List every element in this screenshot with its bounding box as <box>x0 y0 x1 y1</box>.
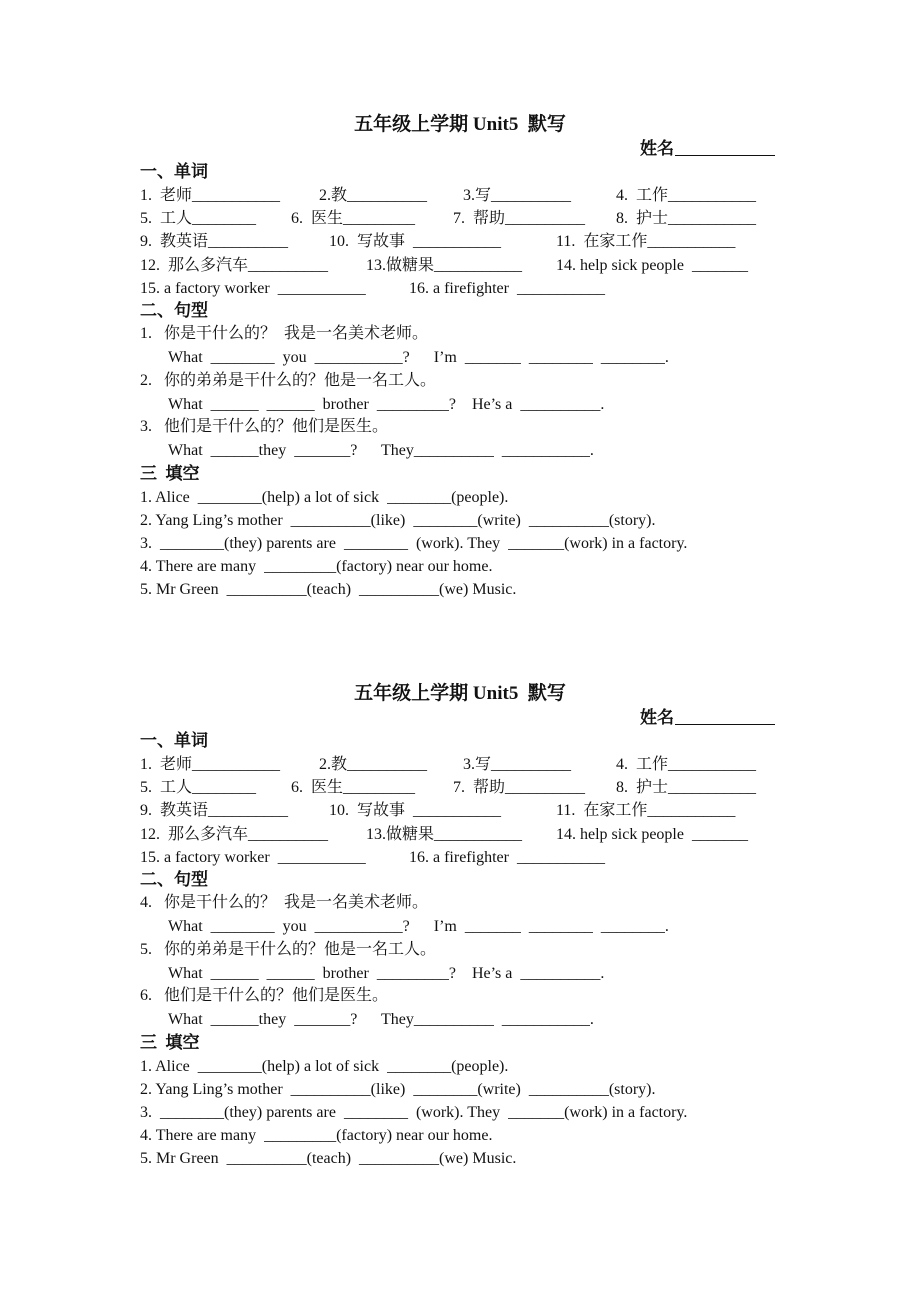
fill-item[interactable]: 3. ________(they) parents are ________ (work). They _______(work) in a factory. <box>140 535 688 552</box>
section-vocab-heading: 一、单词 <box>140 162 208 181</box>
sentence-prompt: 6. 他们是干什么的？他们是医生。 <box>140 987 389 1004</box>
sentence-answer[interactable]: What ______ ______ brother _________? He’s a __________. <box>168 965 605 982</box>
fill-item[interactable]: 5. Mr Green __________(teach) __________(we) Music. <box>140 1150 517 1167</box>
vocab-item[interactable]: 1. 老师___________ <box>140 756 281 773</box>
section-sentence-heading: 二、句型 <box>140 870 208 889</box>
vocab-item[interactable]: 8. 护士___________ <box>616 210 757 227</box>
sentence-prompt: 4. 你是干什么的？ 我是一名美术老师。 <box>140 894 429 911</box>
vocab-item[interactable]: 6. 医生_________ <box>291 779 416 796</box>
section-sentence-heading: 二、句型 <box>140 301 208 320</box>
vocab-item[interactable]: 5. 工人________ <box>140 210 257 227</box>
name-label: 姓名 <box>640 139 674 158</box>
vocab-item[interactable]: 15. a factory worker ___________ <box>140 849 366 866</box>
vocab-item[interactable]: 12. 那么多汽车__________ <box>140 826 329 843</box>
vocab-item[interactable]: 14. help sick people _______ <box>556 826 748 843</box>
vocab-item[interactable]: 2.教__________ <box>319 756 428 773</box>
vocab-item[interactable]: 10. 写故事 ___________ <box>329 802 502 819</box>
fill-item[interactable]: 2. Yang Ling’s mother __________(like) ________(write) __________(story). <box>140 512 656 529</box>
vocab-item[interactable]: 7. 帮助__________ <box>453 779 586 796</box>
vocab-item[interactable]: 11. 在家工作___________ <box>556 233 736 250</box>
vocab-item[interactable]: 3.写__________ <box>463 756 572 773</box>
vocab-item[interactable]: 1. 老师___________ <box>140 187 281 204</box>
section-fill-heading: 三 填空 <box>140 1033 200 1052</box>
fill-item[interactable]: 1. Alice ________(help) a lot of sick ________(people). <box>140 489 509 506</box>
vocab-item[interactable]: 14. help sick people _______ <box>556 257 748 274</box>
fill-item[interactable]: 2. Yang Ling’s mother __________(like) ________(write) __________(story). <box>140 1081 656 1098</box>
vocab-item[interactable]: 3.写__________ <box>463 187 572 204</box>
fill-item[interactable]: 4. There are many _________(factory) near our home. <box>140 558 493 575</box>
vocab-item[interactable]: 5. 工人________ <box>140 779 257 796</box>
name-label: 姓名 <box>640 708 674 727</box>
vocab-item[interactable]: 11. 在家工作___________ <box>556 802 736 819</box>
sentence-answer[interactable]: What ________ you ___________? I’m _______ ________ ________. <box>168 918 669 935</box>
vocab-item[interactable]: 10. 写故事 ___________ <box>329 233 502 250</box>
name-field[interactable] <box>640 708 775 728</box>
vocab-item[interactable]: 16. a firefighter ___________ <box>409 849 605 866</box>
sentence-answer[interactable]: What ______they _______? They__________ ___________. <box>168 442 594 459</box>
vocab-item[interactable]: 16. a firefighter ___________ <box>409 280 605 297</box>
name-blank[interactable] <box>675 139 775 156</box>
vocab-item[interactable]: 2.教__________ <box>319 187 428 204</box>
fill-item[interactable]: 5. Mr Green __________(teach) __________(we) Music. <box>140 581 517 598</box>
fill-item[interactable]: 4. There are many _________(factory) near our home. <box>140 1127 493 1144</box>
vocab-item[interactable]: 12. 那么多汽车__________ <box>140 257 329 274</box>
vocab-item[interactable]: 7. 帮助__________ <box>453 210 586 227</box>
name-field[interactable] <box>640 139 775 159</box>
sentence-answer[interactable]: What ________ you ___________? I’m _______ ________ ________. <box>168 349 669 366</box>
worksheet-title: 五年级上学期 Unit5 默写 <box>354 683 566 704</box>
vocab-item[interactable]: 6. 医生_________ <box>291 210 416 227</box>
vocab-item[interactable]: 9. 教英语__________ <box>140 233 289 250</box>
name-blank[interactable] <box>675 708 775 725</box>
vocab-item[interactable]: 4. 工作___________ <box>616 187 757 204</box>
section-fill-heading: 三 填空 <box>140 464 200 483</box>
vocab-item[interactable]: 15. a factory worker ___________ <box>140 280 366 297</box>
worksheet-title: 五年级上学期 Unit5 默写 <box>354 114 566 135</box>
sentence-prompt: 2. 你的弟弟是干什么的？他是一名工人。 <box>140 372 437 389</box>
sentence-prompt: 1. 你是干什么的？ 我是一名美术老师。 <box>140 325 429 342</box>
vocab-item[interactable]: 9. 教英语__________ <box>140 802 289 819</box>
fill-item[interactable]: 3. ________(they) parents are ________ (work). They _______(work) in a factory. <box>140 1104 688 1121</box>
fill-item[interactable]: 1. Alice ________(help) a lot of sick ________(people). <box>140 1058 509 1075</box>
vocab-item[interactable]: 8. 护士___________ <box>616 779 757 796</box>
vocab-item[interactable]: 13.做糖果___________ <box>366 826 523 843</box>
sentence-answer[interactable]: What ______ ______ brother _________? He’s a __________. <box>168 396 605 413</box>
vocab-item[interactable]: 13.做糖果___________ <box>366 257 523 274</box>
sentence-prompt: 5. 你的弟弟是干什么的？他是一名工人。 <box>140 941 437 958</box>
sentence-answer[interactable]: What ______they _______? They__________ ___________. <box>168 1011 594 1028</box>
sentence-prompt: 3. 他们是干什么的？他们是医生。 <box>140 418 389 435</box>
vocab-item[interactable]: 4. 工作___________ <box>616 756 757 773</box>
section-vocab-heading: 一、单词 <box>140 731 208 750</box>
